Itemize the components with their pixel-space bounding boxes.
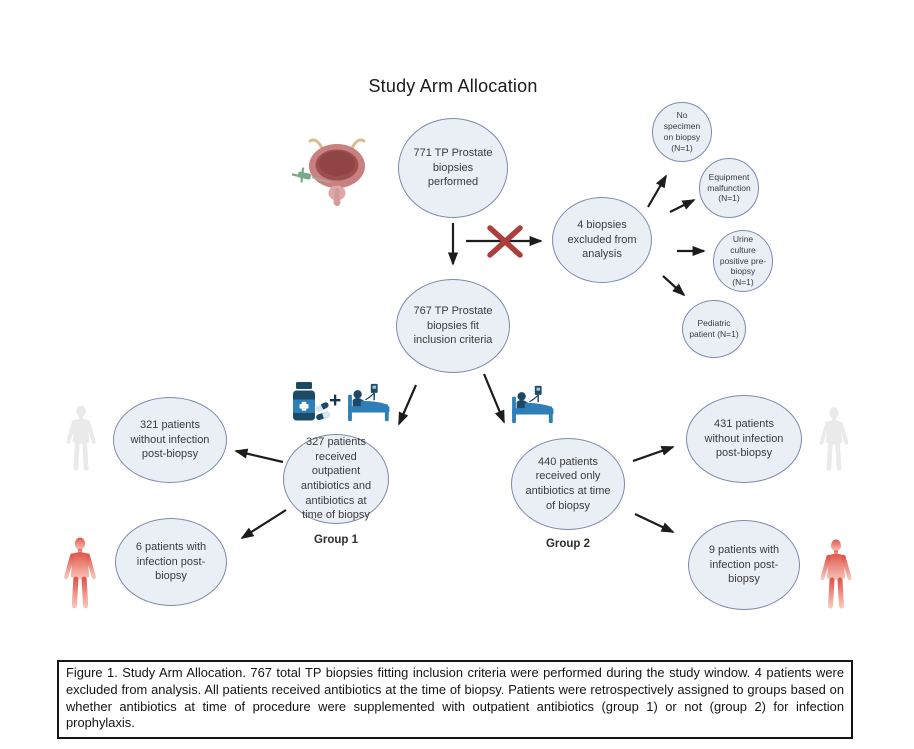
node-group1-label: 327 patients received outpatient antibiotics and antibiotics at time of biopsy <box>300 436 372 522</box>
node-biopsies-excluded-label: 4 biopsies excluded from analysis <box>567 219 637 261</box>
node-biopsies-performed <box>398 118 508 218</box>
plus-icon: + <box>329 389 342 412</box>
node-equipment-malfunction-label: Equipment malfunction (N=1) <box>707 171 751 204</box>
arrow-excluded-to-pediatric <box>663 276 684 295</box>
arrow-group2-to-no-infection <box>633 447 673 461</box>
node-biopsies-excluded <box>552 197 652 283</box>
patient-figure-infection-icon <box>818 538 854 612</box>
outpatient-antibiotics-pill-bottle-icon <box>288 381 332 423</box>
node-group1-infection-label: 6 patients with infection post-biopsy <box>135 541 207 583</box>
arrow-excluded-to-no-specimen <box>648 176 666 207</box>
hospital-bed-patient-iv-icon <box>346 382 392 422</box>
figure-caption-text: Figure 1. Study Arm Allocation. 767 total TP biopsies fitting inclusion criteria were performed during the study window. 4 patients were excluded from analysis. All patients received antibiotics at the time of biopsy. Patients were retrospectively assigned to groups based on whether antibiotics at time of procedure were supplemented with outpatient antibiotics (group 1) or not (group 2) for infection prophylaxis. <box>66 665 844 731</box>
node-pediatric-patient <box>682 300 746 358</box>
patient-figure-no-infection-icon <box>816 406 852 474</box>
red-x-exclusion-icon <box>490 228 520 255</box>
bladder-prostate-biopsy-icon <box>292 132 382 208</box>
node-group2-label: 440 patients received only antibiotics at time of biopsy <box>525 455 611 512</box>
node-group2-no-infection-label: 431 patients without infection post-biopsy <box>704 418 784 460</box>
diagram-title: Study Arm Allocation <box>368 76 538 96</box>
node-no-specimen <box>652 102 712 162</box>
group1-label: Group 1 <box>313 534 359 546</box>
arrow-inclusion-to-group1 <box>399 385 416 424</box>
node-biopsies-inclusion <box>396 279 510 373</box>
node-pediatric-patient-label: Pediatric patient (N=1) <box>689 318 739 339</box>
patient-figure-infection-icon <box>61 536 99 612</box>
arrow-group1-to-infection <box>242 510 286 538</box>
figure-caption-box <box>57 660 853 739</box>
node-equipment-malfunction <box>699 158 759 218</box>
patient-figure-no-infection-icon <box>64 404 98 474</box>
node-biopsies-performed-label: 771 TP Prostate biopsies performed <box>413 147 493 189</box>
arrow-inclusion-to-group2 <box>484 374 504 422</box>
node-no-specimen-label: No specimen on biopsy (N=1) <box>663 110 701 153</box>
node-group1 <box>283 434 389 524</box>
arrow-group2-to-infection <box>635 514 673 532</box>
group2-label: Group 2 <box>545 538 591 550</box>
node-urine-culture-positive-label: Urine culture positive pre-biopsy (N=1) <box>719 233 767 288</box>
arrow-excluded-to-equipment <box>670 200 694 212</box>
hospital-bed-patient-iv-icon <box>510 384 556 424</box>
node-group2-infection-label: 9 patients with infection post-biopsy <box>708 544 780 586</box>
node-group2 <box>511 438 625 530</box>
node-biopsies-inclusion-label: 767 TP Prostate biopsies fit inclusion criteria <box>413 305 493 347</box>
node-urine-culture-positive <box>713 230 773 292</box>
node-group1-infection <box>115 518 227 606</box>
node-group1-no-infection <box>113 397 227 483</box>
node-group2-infection <box>688 520 800 610</box>
arrow-group1-to-no-infection <box>236 451 283 462</box>
node-group1-no-infection-label: 321 patients without infection post-biopsy <box>130 419 210 461</box>
node-group2-no-infection <box>686 395 802 483</box>
